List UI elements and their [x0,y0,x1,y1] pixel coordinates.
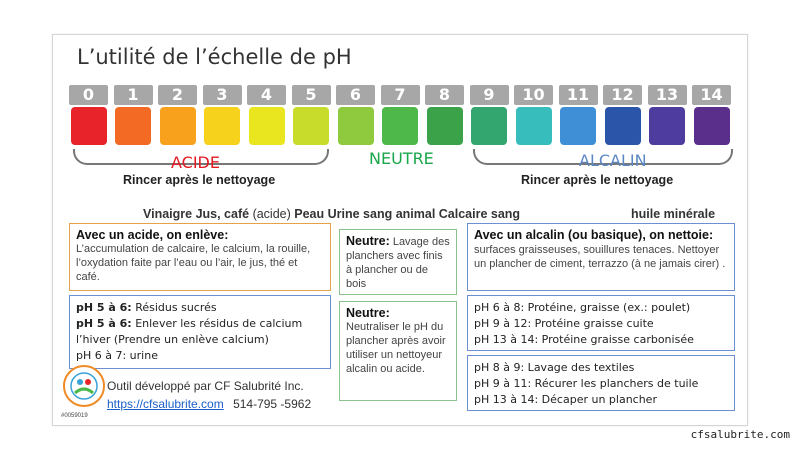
neutral-box-1 [339,229,457,295]
ph-swatch-7 [382,107,418,145]
acid-ph-row: pH 6 à 7: urine [76,349,158,362]
neutral-box-2 [339,301,457,401]
alkaline-ph-box-1 [467,295,735,351]
website-link[interactable]: https://cfsalubrite.com [107,397,224,411]
ph-number-9: 9 [470,85,509,105]
ph-swatch-1 [115,107,151,145]
alkaline-box [467,223,735,291]
neutral-heading-2: Neutre: [346,306,390,320]
ph-swatch-5 [293,107,329,145]
ph-number-0: 0 [69,85,108,105]
ph-number-4: 4 [247,85,286,105]
rinse-alkaline-note: Rincer après le nettoyage [521,173,674,187]
neutral-text-1: Lavage des planchers avec finis à plancher ou de bois [346,236,450,290]
neutral-text-2: Neutraliser le pH du plancher après avoir utiliser un nettoyeur alcalin ou acide. [346,321,446,375]
watermark: cfsalubrite.com [690,428,790,441]
neutral-label: NEUTRE [369,149,434,168]
ph-scale [67,85,737,149]
examples-right: huile minérale [631,207,716,221]
alkaline-ph-box-2 [467,355,735,411]
ph-number-11: 11 [559,85,598,105]
ph-swatch-0 [71,107,107,145]
ph-swatch-2 [160,107,196,145]
neutral-heading-1: Neutre: [346,234,390,248]
ph-scale-card [52,34,748,426]
ph-number-14: 14 [692,85,731,105]
ph-number-1: 1 [114,85,153,105]
footer-contact [107,397,311,411]
acid-ph-box [69,295,331,369]
ph-swatch-11 [560,107,596,145]
ph-number-13: 13 [648,85,687,105]
examples-line [143,207,520,221]
ph-swatch-14 [694,107,730,145]
alkaline-ph-row: pH 13 à 14: Décaper un plancher [474,393,657,406]
ph-swatch-6 [338,107,374,145]
ph-number-8: 8 [425,85,464,105]
alkaline-ph-row: pH 9 à 12: Protéine graisse cuite [474,317,654,330]
alkaline-ph-row: pH 13 à 14: Protéine graisse carbonisée [474,333,694,346]
accreditation-seal-icon [63,365,105,407]
acid-label: ACIDE [171,153,220,172]
ph-swatch-12 [605,107,641,145]
ph-number-6: 6 [336,85,375,105]
acid-tag: (acide) [252,207,291,221]
ph-swatch-9 [471,107,507,145]
alkaline-ph-row: pH 9 à 11: Récurer les planchers de tuile [474,377,699,390]
alkaline-heading: Avec un alcalin (ou basique), on nettoie: [474,228,714,242]
alkaline-text: surfaces graisseuses, souillures tenaces. Nettoyer un plancher de ciment, terrazzo (à ne jamais cirer) . [474,244,726,270]
ph-number-12: 12 [603,85,642,105]
acid-ph-row: pH 5 à 6: Enlever les résidus de calcium l’hiver (Prendre un enlève calcium) [76,317,303,346]
ph-swatch-4 [249,107,285,145]
examples-left: Vinaigre Jus, café [143,207,250,221]
ph-number-3: 3 [203,85,242,105]
phone-number: 514-795 -5962 [233,397,312,411]
acid-text: L’accumulation de calcaire, le calcium, la rouille, l’oxydation faite par l’eau ou l’air, le jus, thé et café. [76,243,311,283]
rinse-acid-note: Rincer après le nettoyage [123,173,276,187]
ph-swatch-10 [516,107,552,145]
ph-number-2: 2 [158,85,197,105]
acid-heading: Avec un acide, on enlève: [76,228,229,242]
alkaline-label: ALCALIN [579,151,647,170]
ph-swatch-8 [427,107,463,145]
alkaline-ph-row: pH 6 à 8: Protéine, graisse (ex.: poulet) [474,301,691,314]
ph-number-10: 10 [514,85,553,105]
document-id: #0059019 [61,413,88,419]
footer-tool: Outil développé par CF Salubrité Inc. [107,379,304,393]
ph-swatch-13 [649,107,685,145]
ph-swatch-3 [204,107,240,145]
acid-box [69,223,331,291]
examples-mid: Peau Urine sang animal Calcaire sang [294,207,521,221]
alkaline-ph-row: pH 8 à 9: Lavage des textiles [474,361,635,374]
page-title: L’utilité de l’échelle de pH [77,45,352,69]
acid-ph-row: pH 5 à 6: Résidus sucrés [76,301,217,314]
ph-number-7: 7 [381,85,420,105]
ph-number-5: 5 [292,85,331,105]
